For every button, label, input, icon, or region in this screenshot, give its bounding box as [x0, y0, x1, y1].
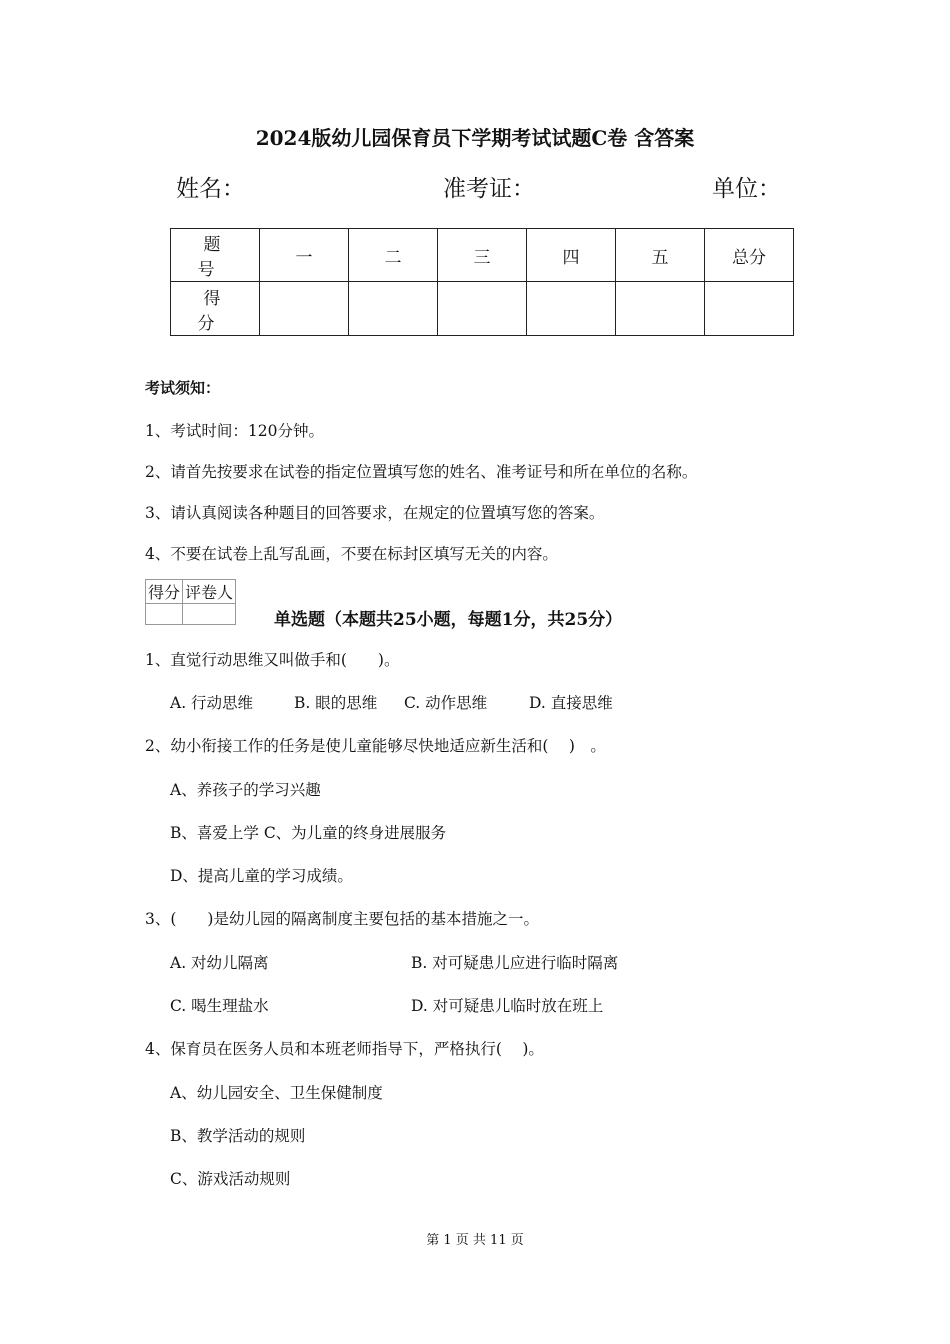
notice-heading: 考试须知： — [145, 379, 221, 397]
question-stem: 1、直觉行动思维又叫做手和( )。 — [145, 651, 400, 669]
section-title: 单选题（本题共25小题，每题1分，共25分） — [274, 610, 623, 630]
score-table-header-cell: 四 — [527, 229, 616, 282]
score-cell[interactable] — [705, 282, 794, 336]
unit-label: 单位： — [712, 176, 781, 202]
question-option: C. 动作思维 — [404, 694, 488, 712]
question-option: B. 对可疑患儿应进行临时隔离 — [411, 954, 619, 972]
question-option: D. 对可疑患儿临时放在班上 — [411, 997, 604, 1015]
score-cell[interactable] — [438, 282, 527, 336]
question-stem: 4、保育员在医务人员和本班老师指导下，严格执行( )。 — [145, 1040, 544, 1058]
question-option: A、幼儿园安全、卫生保健制度 — [170, 1084, 383, 1102]
exam-title: 2024版幼儿园保育员下学期考试试题C卷 含答案 — [255, 126, 695, 150]
score-table-header-cell: 三 — [438, 229, 527, 282]
question-stem: 2、幼小衔接工作的任务是使儿童能够尽快地适应新生活和( ) 。 — [145, 737, 606, 755]
question-stem: 3、( )是幼儿园的隔离制度主要包括的基本措施之一。 — [145, 910, 539, 928]
score-cell[interactable] — [527, 282, 616, 336]
page-number: 第 1 页 共 11 页 — [426, 1233, 524, 1248]
question-option: C. 喝生理盐水 — [170, 997, 269, 1015]
question-option: D. 直接思维 — [529, 694, 613, 712]
notice-item: 3、请认真阅读各种题目的回答要求，在规定的位置填写您的答案。 — [145, 504, 605, 522]
grader-reviewer-cell[interactable] — [183, 604, 236, 625]
score-cell[interactable] — [349, 282, 438, 336]
question-option: A. 行动思维 — [170, 694, 254, 712]
grader-score-label: 得分 — [146, 580, 183, 604]
score-table — [170, 228, 794, 336]
score-row-label: 得 分 — [171, 282, 260, 336]
grader-score-cell[interactable] — [146, 604, 183, 625]
score-cell[interactable] — [616, 282, 705, 336]
question-option: A、养孩子的学习兴趣 — [170, 781, 321, 799]
question-option: B. 眼的思维 — [294, 694, 378, 712]
name-label: 姓名： — [176, 176, 245, 202]
question-option: B、教学活动的规则 — [170, 1127, 306, 1145]
score-table-score-row — [171, 282, 794, 336]
notice-item: 1、考试时间：120分钟。 — [145, 422, 324, 440]
score-table-header-cell: 总分 — [705, 229, 794, 282]
question-option: D、提高儿童的学习成绩。 — [170, 867, 353, 885]
score-table-header-cell: 二 — [349, 229, 438, 282]
exam-id-label: 准考证： — [443, 176, 535, 202]
question-option: A. 对幼儿隔离 — [170, 954, 269, 972]
notice-item: 4、不要在试卷上乱写乱画，不要在标封区填写无关的内容。 — [145, 545, 558, 563]
question-option: B、喜爱上学 C、为儿童的终身进展服务 — [170, 824, 447, 842]
score-table-header-cell: 五 — [616, 229, 705, 282]
question-option: C、游戏活动规则 — [170, 1170, 291, 1188]
score-table-header-cell: 一 — [260, 229, 349, 282]
score-table-header-cell: 题 号 — [171, 229, 260, 282]
notice-item: 2、请首先按要求在试卷的指定位置填写您的姓名、准考证号和所在单位的名称。 — [145, 463, 698, 481]
grader-reviewer-label: 评卷人 — [183, 580, 236, 604]
score-table-header-row — [171, 229, 794, 282]
grader-box — [145, 579, 236, 625]
